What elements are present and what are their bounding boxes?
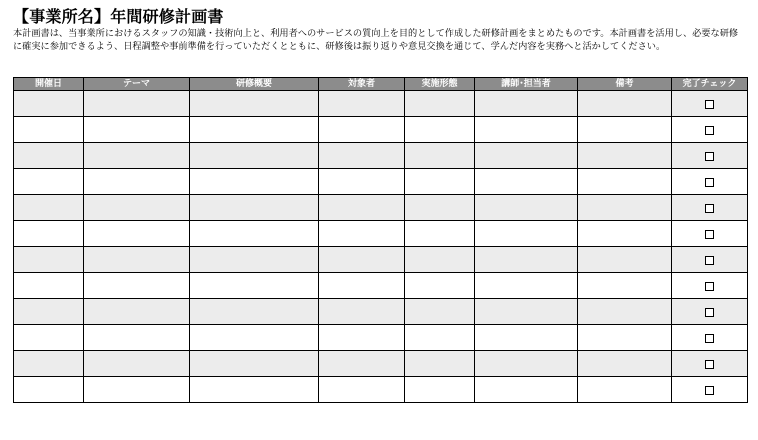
date-cell[interactable] (14, 91, 84, 117)
table-row (14, 117, 748, 143)
date-cell[interactable] (14, 247, 84, 273)
format-cell[interactable] (405, 299, 475, 325)
training-plan-table (13, 77, 748, 403)
table-row (14, 299, 748, 325)
instructor-cell[interactable] (475, 351, 578, 377)
format-cell[interactable] (405, 273, 475, 299)
format-cell[interactable] (405, 351, 475, 377)
theme-cell[interactable] (84, 273, 190, 299)
column-header-completion-check: 完了チェック (672, 78, 748, 91)
target-cell[interactable] (319, 143, 405, 169)
theme-cell[interactable] (84, 325, 190, 351)
column-header-theme: テーマ (84, 78, 190, 91)
format-cell[interactable] (405, 143, 475, 169)
checkbox-icon[interactable] (705, 204, 714, 213)
column-header-notes: 備考 (578, 78, 672, 91)
date-cell[interactable] (14, 377, 84, 403)
target-cell[interactable] (319, 247, 405, 273)
summary-cell[interactable] (190, 169, 319, 195)
checkbox-icon[interactable] (705, 256, 714, 265)
theme-cell[interactable] (84, 91, 190, 117)
date-cell[interactable] (14, 221, 84, 247)
notes-cell[interactable] (578, 273, 672, 299)
notes-cell[interactable] (578, 377, 672, 403)
theme-cell[interactable] (84, 221, 190, 247)
column-header-target: 対象者 (319, 78, 405, 91)
column-header-format: 実施形態 (405, 78, 475, 91)
table-row (14, 351, 748, 377)
summary-cell[interactable] (190, 117, 319, 143)
date-cell[interactable] (14, 325, 84, 351)
table-row (14, 91, 748, 117)
format-cell[interactable] (405, 325, 475, 351)
instructor-cell[interactable] (475, 299, 578, 325)
notes-cell[interactable] (578, 117, 672, 143)
target-cell[interactable] (319, 273, 405, 299)
checkbox-icon[interactable] (705, 152, 714, 161)
theme-cell[interactable] (84, 247, 190, 273)
format-cell[interactable] (405, 221, 475, 247)
column-header-summary: 研修概要 (190, 78, 319, 91)
column-header-instructor: 講師･担当者 (475, 78, 578, 91)
instructor-cell[interactable] (475, 377, 578, 403)
target-cell[interactable] (319, 221, 405, 247)
table-row (14, 377, 748, 403)
completion-check-cell (672, 221, 748, 247)
summary-cell[interactable] (190, 221, 319, 247)
notes-cell[interactable] (578, 247, 672, 273)
completion-check-cell (672, 299, 748, 325)
theme-cell[interactable] (84, 351, 190, 377)
completion-check-cell (672, 195, 748, 221)
instructor-cell[interactable] (475, 273, 578, 299)
date-cell[interactable] (14, 299, 84, 325)
instructor-cell[interactable] (475, 325, 578, 351)
notes-cell[interactable] (578, 299, 672, 325)
notes-cell[interactable] (578, 351, 672, 377)
checkbox-icon[interactable] (705, 126, 714, 135)
completion-check-cell (672, 377, 748, 403)
completion-check-cell (672, 351, 748, 377)
table-body (14, 91, 748, 403)
theme-cell[interactable] (84, 195, 190, 221)
date-cell[interactable] (14, 117, 84, 143)
summary-cell[interactable] (190, 377, 319, 403)
format-cell[interactable] (405, 195, 475, 221)
checkbox-icon[interactable] (705, 230, 714, 239)
date-cell[interactable] (14, 351, 84, 377)
checkbox-icon[interactable] (705, 334, 714, 343)
notes-cell[interactable] (578, 169, 672, 195)
format-cell[interactable] (405, 377, 475, 403)
instructor-cell[interactable] (475, 221, 578, 247)
date-cell[interactable] (14, 143, 84, 169)
date-cell[interactable] (14, 273, 84, 299)
instructor-cell[interactable] (475, 195, 578, 221)
notes-cell[interactable] (578, 91, 672, 117)
date-cell[interactable] (14, 169, 84, 195)
completion-check-cell (672, 325, 748, 351)
checkbox-icon[interactable] (705, 386, 714, 395)
target-cell[interactable] (319, 117, 405, 143)
instructor-cell[interactable] (475, 247, 578, 273)
summary-cell[interactable] (190, 91, 319, 117)
table-row (14, 221, 748, 247)
theme-cell[interactable] (84, 169, 190, 195)
notes-cell[interactable] (578, 195, 672, 221)
table-row (14, 247, 748, 273)
instructor-cell[interactable] (475, 143, 578, 169)
summary-cell[interactable] (190, 325, 319, 351)
target-cell[interactable] (319, 169, 405, 195)
notes-cell[interactable] (578, 221, 672, 247)
summary-cell[interactable] (190, 247, 319, 273)
theme-cell[interactable] (84, 143, 190, 169)
target-cell[interactable] (319, 299, 405, 325)
completion-check-cell (672, 169, 748, 195)
completion-check-cell (672, 91, 748, 117)
format-cell[interactable] (405, 169, 475, 195)
target-cell[interactable] (319, 351, 405, 377)
theme-cell[interactable] (84, 117, 190, 143)
instructor-cell[interactable] (475, 91, 578, 117)
table-row (14, 325, 748, 351)
document-intro: 本計画書は、当事業所におけるスタッフの知識・技術向上と、利用者へのサービスの質向上を目的として作成した研修計画をまとめたものです。本計画書を活用し、必要な研修に確実に参加できるよう、日程調整や事前準備を行っていただくとともに、研修後は振り返りや意見交換を通じて、学んだ内容を実務へと活かしてください。 (13, 28, 739, 52)
target-cell[interactable] (319, 195, 405, 221)
summary-cell[interactable] (190, 273, 319, 299)
target-cell[interactable] (319, 377, 405, 403)
format-cell[interactable] (405, 117, 475, 143)
summary-cell[interactable] (190, 351, 319, 377)
table-row (14, 273, 748, 299)
table-header-row (14, 78, 748, 91)
document-title: 【事業所名】年間研修計画書 (13, 7, 224, 26)
target-cell[interactable] (319, 325, 405, 351)
checkbox-icon[interactable] (705, 360, 714, 369)
summary-cell[interactable] (190, 195, 319, 221)
checkbox-icon[interactable] (705, 100, 714, 109)
completion-check-cell (672, 273, 748, 299)
table-row (14, 195, 748, 221)
table-row (14, 169, 748, 195)
checkbox-icon[interactable] (705, 282, 714, 291)
column-header-date: 開催日 (14, 78, 84, 91)
notes-cell[interactable] (578, 325, 672, 351)
theme-cell[interactable] (84, 299, 190, 325)
completion-check-cell (672, 117, 748, 143)
instructor-cell[interactable] (475, 169, 578, 195)
completion-check-cell (672, 247, 748, 273)
target-cell[interactable] (319, 91, 405, 117)
notes-cell[interactable] (578, 143, 672, 169)
completion-check-cell (672, 143, 748, 169)
theme-cell[interactable] (84, 377, 190, 403)
format-cell[interactable] (405, 247, 475, 273)
format-cell[interactable] (405, 91, 475, 117)
checkbox-icon[interactable] (705, 178, 714, 187)
checkbox-icon[interactable] (705, 308, 714, 317)
date-cell[interactable] (14, 195, 84, 221)
instructor-cell[interactable] (475, 117, 578, 143)
table-row (14, 143, 748, 169)
summary-cell[interactable] (190, 299, 319, 325)
summary-cell[interactable] (190, 143, 319, 169)
